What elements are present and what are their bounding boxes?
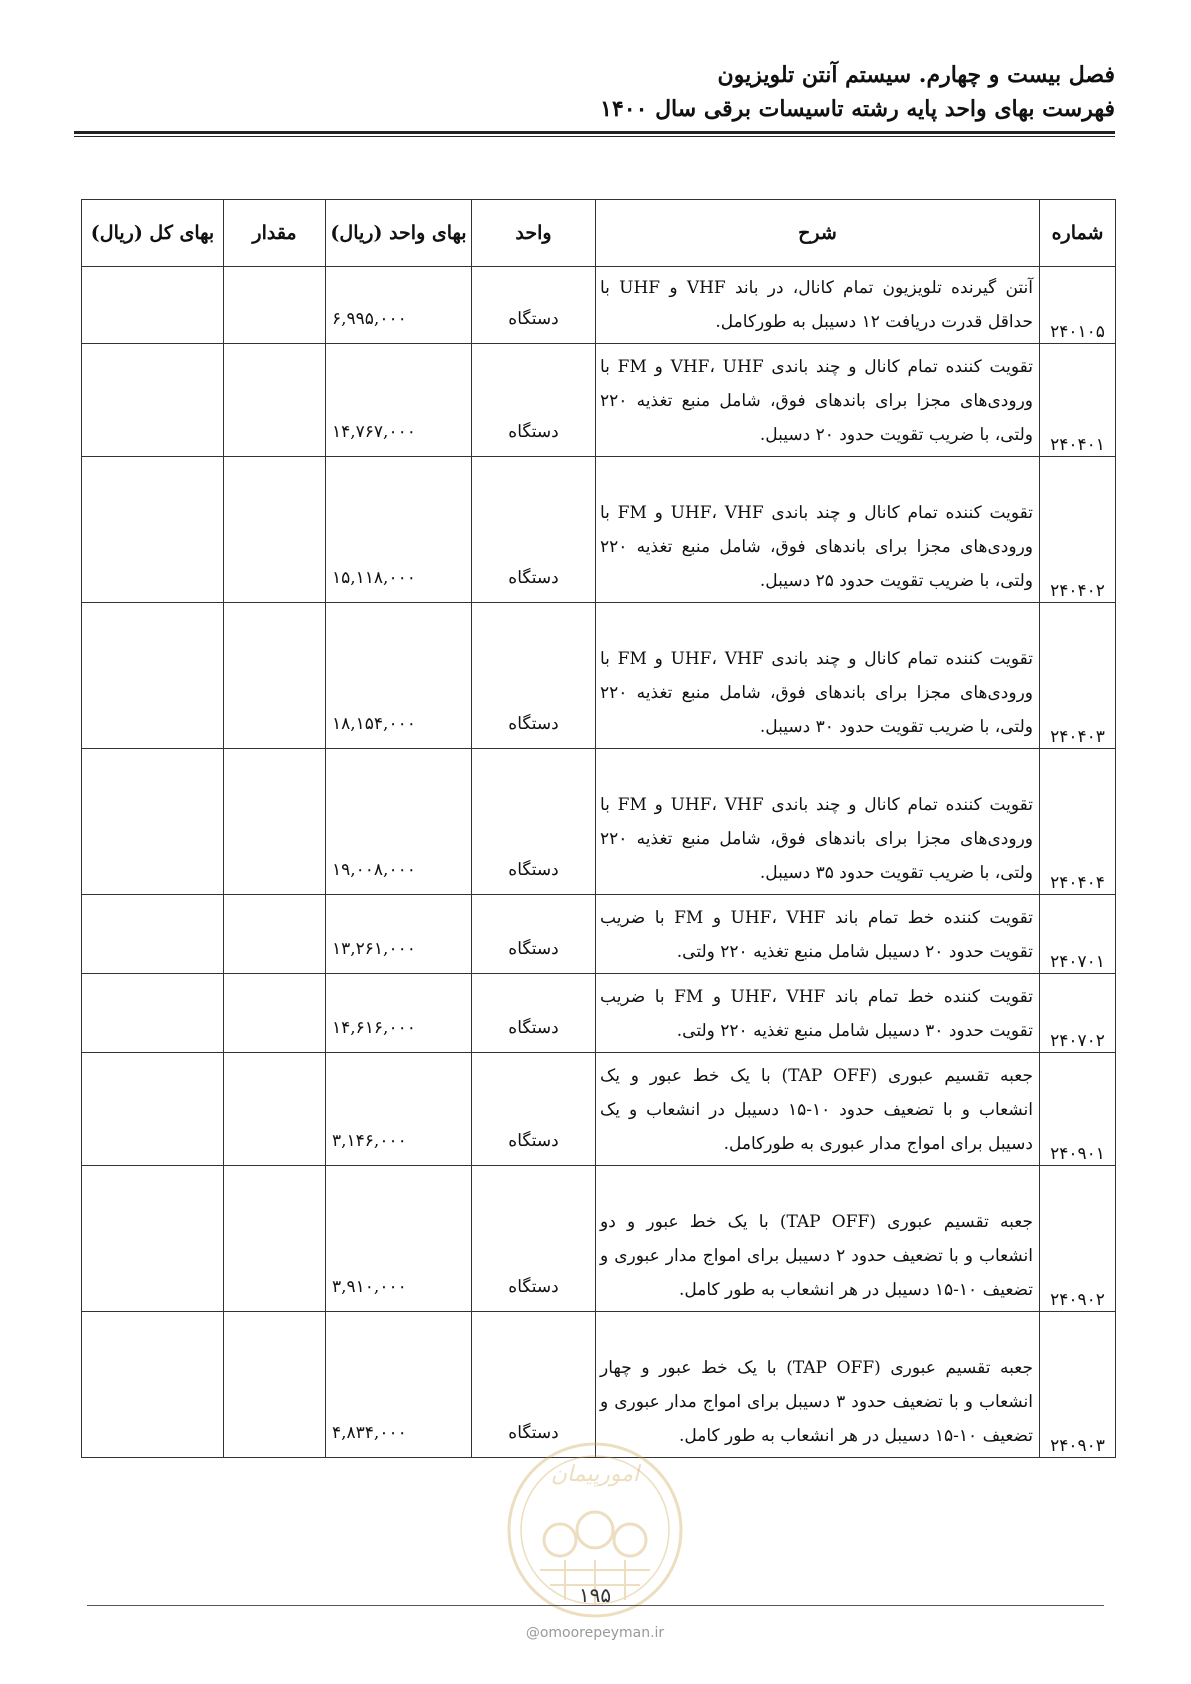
header-quantity: مقدار [224, 200, 326, 267]
item-quantity [224, 749, 326, 895]
item-number: ۲۴۰۹۰۱ [1040, 1053, 1116, 1166]
item-total [82, 974, 224, 1053]
item-unit-price: ۱۹,۰۰۸,۰۰۰ [326, 749, 472, 895]
item-number: ۲۴۰۴۰۱ [1040, 344, 1116, 457]
item-unit-price: ۱۳,۲۶۱,۰۰۰ [326, 895, 472, 974]
item-number: ۲۴۰۷۰۱ [1040, 895, 1116, 974]
item-total [82, 457, 224, 603]
item-number: ۲۴۰۹۰۳ [1040, 1312, 1116, 1458]
item-number: ۲۴۰۷۰۲ [1040, 974, 1116, 1053]
item-unit: دستگاه [472, 895, 596, 974]
header-number: شماره [1040, 200, 1116, 267]
watermark-text: امورپیمان [550, 1462, 640, 1487]
item-description: جعبه تقسیم عبوری (TAP OFF) با یک خط عبور و دو انشعاب و با تضعیف حدود ۲ دسیبل برای امواج مدار عبوری و تضعیف ۱۰-۱۵ دسیبل در هر انشعاب به طور کامل. [596, 1166, 1040, 1312]
item-unit-price: ۴,۸۳۴,۰۰۰ [326, 1312, 472, 1458]
price-list-table [81, 199, 1116, 1458]
website-watermark: @omoorepeyman.ir [525, 1625, 665, 1641]
item-quantity [224, 344, 326, 457]
item-total [82, 603, 224, 749]
item-description: جعبه تقسیم عبوری (TAP OFF) با یک خط عبور و چهار انشعاب و با تضعیف حدود ۳ دسیبل برای امواج مدار عبوری و تضعیف ۱۰-۱۵ دسیبل در هر انشعاب به طور کامل. [596, 1312, 1040, 1458]
item-number: ۲۴۰۹۰۲ [1040, 1166, 1116, 1312]
page-number: ۱۹۵ [578, 1583, 612, 1607]
item-number: ۲۴۰۴۰۴ [1040, 749, 1116, 895]
item-description: تقویت کننده خط تمام باند UHF، VHF و FM با ضریب تقویت حدود ۳۰ دسیبل شامل منبع تغذیه ۲۲۰ ولتی. [596, 974, 1040, 1053]
header-description: شرح [596, 200, 1040, 267]
item-unit: دستگاه [472, 749, 596, 895]
header-total-price: بهای کل (ریال) [82, 200, 224, 267]
table-row [82, 895, 1116, 974]
item-unit-price: ۶,۹۹۵,۰۰۰ [326, 267, 472, 344]
table-header-row [82, 200, 1116, 267]
item-unit: دستگاه [472, 1166, 596, 1312]
item-unit: دستگاه [472, 344, 596, 457]
item-quantity [224, 267, 326, 344]
item-description: تقویت کننده خط تمام باند UHF، VHF و FM با ضریب تقویت حدود ۲۰ دسیبل شامل منبع تغذیه ۲۲۰ ولتی. [596, 895, 1040, 974]
item-unit-price: ۱۸,۱۵۴,۰۰۰ [326, 603, 472, 749]
item-number: ۲۴۰۱۰۵ [1040, 267, 1116, 344]
header-rule-thin [74, 136, 1115, 137]
item-unit-price: ۳,۱۴۶,۰۰۰ [326, 1053, 472, 1166]
table-row [82, 267, 1116, 344]
item-description: تقویت کننده تمام کانال و چند باندی VHF، UHF و FM با ورودی‌های مجزا برای باندهای فوق، شامل منبع تغذیه ۲۲۰ ولتی، با ضریب تقویت حدود ۲۰ دسیبل. [596, 344, 1040, 457]
item-total [82, 1166, 224, 1312]
item-description: جعبه تقسیم عبوری (TAP OFF) با یک خط عبور و یک انشعاب و با تضعیف حدود ۱۰-۱۵ دسیبل در انشعاب و یک دسیبل برای امواج مدار عبوری به طورکامل. [596, 1053, 1040, 1166]
header-unit-price: بهای واحد (ریال) [326, 200, 472, 267]
item-unit: دستگاه [472, 603, 596, 749]
document-title: فهرست بهای واحد پایه رشته تاسیسات برقی سال ۱۴۰۰ [600, 96, 1115, 122]
item-unit: دستگاه [472, 267, 596, 344]
table-row [82, 974, 1116, 1053]
item-total [82, 267, 224, 344]
item-quantity [224, 974, 326, 1053]
table-row [82, 1166, 1116, 1312]
item-total [82, 895, 224, 974]
item-total [82, 1053, 224, 1166]
chapter-title: فصل بیست و چهارم. سیستم آنتن تلویزیون [717, 62, 1115, 88]
item-quantity [224, 1053, 326, 1166]
item-quantity [224, 457, 326, 603]
table-row [82, 603, 1116, 749]
table-row [82, 1312, 1116, 1458]
item-unit-price: ۱۴,۷۶۷,۰۰۰ [326, 344, 472, 457]
item-quantity [224, 1166, 326, 1312]
item-total [82, 749, 224, 895]
item-number: ۲۴۰۴۰۲ [1040, 457, 1116, 603]
header-unit: واحد [472, 200, 596, 267]
table-row [82, 457, 1116, 603]
item-unit-price: ۱۴,۶۱۶,۰۰۰ [326, 974, 472, 1053]
item-quantity [224, 895, 326, 974]
page-header [600, 58, 1115, 126]
item-quantity [224, 603, 326, 749]
header-rule-thick [74, 131, 1115, 134]
item-unit-price: ۱۵,۱۱۸,۰۰۰ [326, 457, 472, 603]
item-number: ۲۴۰۴۰۳ [1040, 603, 1116, 749]
item-total [82, 1312, 224, 1458]
table-row [82, 749, 1116, 895]
table-row [82, 344, 1116, 457]
item-description: تقویت کننده تمام کانال و چند باندی UHF، VHF و FM با ورودی‌های مجزا برای باندهای فوق، شامل منبع تغذیه ۲۲۰ ولتی، با ضریب تقویت حدود ۳۰ دسیبل. [596, 603, 1040, 749]
item-unit: دستگاه [472, 974, 596, 1053]
item-description: آنتن گیرنده تلویزیون تمام کانال، در باند VHF و UHF با حداقل قدرت دریافت ۱۲ دسیبل به طورکامل. [596, 267, 1040, 344]
item-unit: دستگاه [472, 1312, 596, 1458]
item-description: تقویت کننده تمام کانال و چند باندی UHF، VHF و FM با ورودی‌های مجزا برای باندهای فوق، شامل منبع تغذیه ۲۲۰ ولتی، با ضریب تقویت حدود ۲۵ دسیبل. [596, 457, 1040, 603]
table-row [82, 1053, 1116, 1166]
item-description: تقویت کننده تمام کانال و چند باندی UHF، VHF و FM با ورودی‌های مجزا برای باندهای فوق، شامل منبع تغذیه ۲۲۰ ولتی، با ضریب تقویت حدود ۳۵ دسیبل. [596, 749, 1040, 895]
item-quantity [224, 1312, 326, 1458]
item-unit-price: ۳,۹۱۰,۰۰۰ [326, 1166, 472, 1312]
item-unit: دستگاه [472, 457, 596, 603]
footer-rule [87, 1605, 1104, 1606]
item-total [82, 344, 224, 457]
item-unit: دستگاه [472, 1053, 596, 1166]
